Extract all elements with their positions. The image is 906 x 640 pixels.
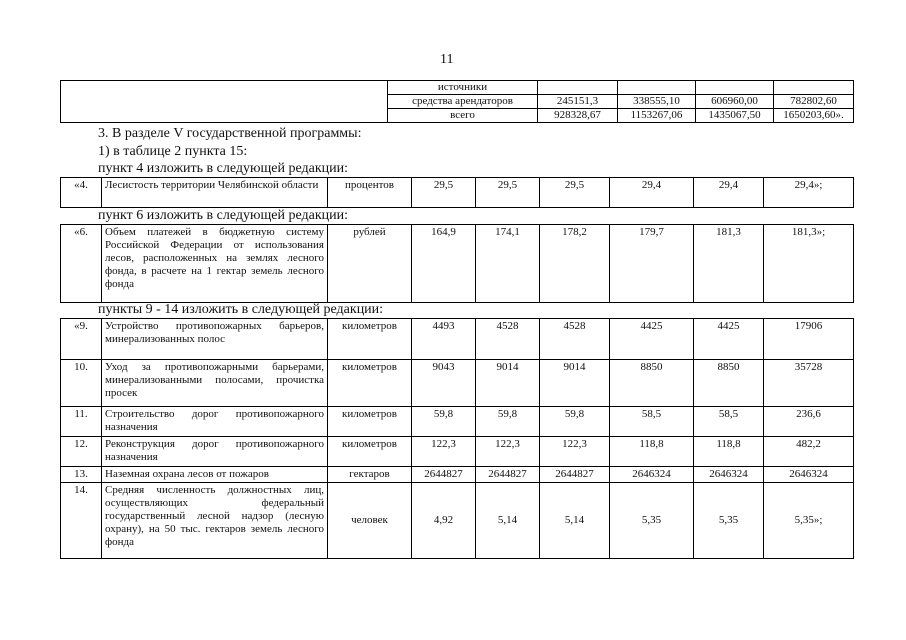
row-label: средства арендаторов xyxy=(388,95,538,109)
table-row xyxy=(61,319,854,360)
row-description: Реконструкция дорог противопожарного назначения xyxy=(102,437,328,467)
section-heading: 3. В разделе V государственной программы: xyxy=(98,126,362,141)
cell: 2646324 xyxy=(610,467,694,483)
row-number: 14. xyxy=(61,483,102,559)
cell: 5,14 xyxy=(476,483,540,559)
cell: 29,4 xyxy=(694,178,764,208)
cell: 5,35 xyxy=(694,483,764,559)
cell: 4528 xyxy=(476,319,540,360)
row-number: 11. xyxy=(61,407,102,437)
row-description: Строительство дорог противопожарного назначения xyxy=(102,407,328,437)
row-description: Средняя численность должностных лиц, осуществляющих федеральный государственный лесной надзор (лесную охрану), на 50 тыс. гектаров земель лесного фонда xyxy=(102,483,328,559)
cell: 29,5 xyxy=(476,178,540,208)
cell: 1650203,60». xyxy=(774,109,854,123)
cell xyxy=(538,81,618,95)
row-description: Наземная охрана лесов от пожаров xyxy=(102,467,328,483)
cell: 2646324 xyxy=(694,467,764,483)
row-unit: человек xyxy=(328,483,412,559)
cell: 29,4 xyxy=(610,178,694,208)
cell: 29,5 xyxy=(412,178,476,208)
empty-cell xyxy=(61,81,388,123)
row-number: 10. xyxy=(61,360,102,407)
cell: 1435067,50 xyxy=(696,109,774,123)
cell: 2644827 xyxy=(476,467,540,483)
row-number: 12. xyxy=(61,437,102,467)
cell: 2644827 xyxy=(540,467,610,483)
cell: 29,5 xyxy=(540,178,610,208)
table-row xyxy=(61,437,854,467)
indicator-table-p4 xyxy=(60,177,854,208)
cell: 118,8 xyxy=(694,437,764,467)
cell: 9014 xyxy=(540,360,610,407)
cell: 9043 xyxy=(412,360,476,407)
row-description: Уход за противопожарными барьерами, минерализованными полосами, прочистка просек xyxy=(102,360,328,407)
cell xyxy=(618,81,696,95)
row-description: Объем платежей в бюджетную систему Российской Федерации от использования лесов, расположенных на землях лесного фонда, в расчете на 1 гектар земель лесного фонда xyxy=(102,225,328,303)
cell: 181,3 xyxy=(694,225,764,303)
row-number: «4. xyxy=(61,178,102,208)
table-row xyxy=(61,81,854,95)
cell: 4,92 xyxy=(412,483,476,559)
row-label: источники xyxy=(388,81,538,95)
cell: 122,3 xyxy=(476,437,540,467)
cell: 164,9 xyxy=(412,225,476,303)
top-funding-table xyxy=(60,80,854,123)
cell: 58,5 xyxy=(694,407,764,437)
cell: 178,2 xyxy=(540,225,610,303)
instruction-p9-14: пункты 9 - 14 изложить в следующей редакции: xyxy=(98,302,384,317)
row-unit: гектаров xyxy=(328,467,412,483)
cell: 5,35 xyxy=(610,483,694,559)
cell: 35728 xyxy=(764,360,854,407)
cell: 122,3 xyxy=(412,437,476,467)
cell xyxy=(696,81,774,95)
cell: 59,8 xyxy=(476,407,540,437)
row-label: всего xyxy=(388,109,538,123)
cell: 482,2 xyxy=(764,437,854,467)
cell: 118,8 xyxy=(610,437,694,467)
cell: 4425 xyxy=(610,319,694,360)
table-row xyxy=(61,360,854,407)
cell: 8850 xyxy=(610,360,694,407)
cell: 58,5 xyxy=(610,407,694,437)
subsection-heading: 1) в таблице 2 пункта 15: xyxy=(98,144,248,159)
row-unit: километров xyxy=(328,319,412,360)
row-number: «9. xyxy=(61,319,102,360)
cell: 4528 xyxy=(540,319,610,360)
cell: 236,6 xyxy=(764,407,854,437)
row-description: Устройство противопожарных барьеров, минерализованных полос xyxy=(102,319,328,360)
cell: 606960,00 xyxy=(696,95,774,109)
cell: 122,3 xyxy=(540,437,610,467)
row-description: Лесистость территории Челябинской области xyxy=(102,178,328,208)
cell: 59,8 xyxy=(540,407,610,437)
cell: 174,1 xyxy=(476,225,540,303)
row-unit: километров xyxy=(328,407,412,437)
row-number: «6. xyxy=(61,225,102,303)
cell: 1153267,06 xyxy=(618,109,696,123)
row-unit: километров xyxy=(328,360,412,407)
indicator-table-p9-14 xyxy=(60,318,854,559)
cell: 928328,67 xyxy=(538,109,618,123)
cell: 8850 xyxy=(694,360,764,407)
indicator-table-p6 xyxy=(60,224,854,303)
cell: 245151,3 xyxy=(538,95,618,109)
cell: 59,8 xyxy=(412,407,476,437)
cell: 181,3»; xyxy=(764,225,854,303)
cell: 17906 xyxy=(764,319,854,360)
cell: 5,35»; xyxy=(764,483,854,559)
row-unit: километров xyxy=(328,437,412,467)
cell xyxy=(774,81,854,95)
table-row xyxy=(61,467,854,483)
table-row xyxy=(61,178,854,208)
cell: 782802,60 xyxy=(774,95,854,109)
row-unit: процентов xyxy=(328,178,412,208)
instruction-p6: пункт 6 изложить в следующей редакции: xyxy=(98,208,348,223)
row-number: 13. xyxy=(61,467,102,483)
cell: 4493 xyxy=(412,319,476,360)
cell: 2646324 xyxy=(764,467,854,483)
cell: 29,4»; xyxy=(764,178,854,208)
row-unit: рублей xyxy=(328,225,412,303)
cell: 4425 xyxy=(694,319,764,360)
table-row xyxy=(61,225,854,303)
page-number: 11 xyxy=(440,52,454,67)
instruction-p4: пункт 4 изложить в следующей редакции: xyxy=(98,161,348,176)
table-row xyxy=(61,407,854,437)
cell: 2644827 xyxy=(412,467,476,483)
cell: 9014 xyxy=(476,360,540,407)
cell: 5,14 xyxy=(540,483,610,559)
cell: 179,7 xyxy=(610,225,694,303)
cell: 338555,10 xyxy=(618,95,696,109)
table-row xyxy=(61,483,854,559)
